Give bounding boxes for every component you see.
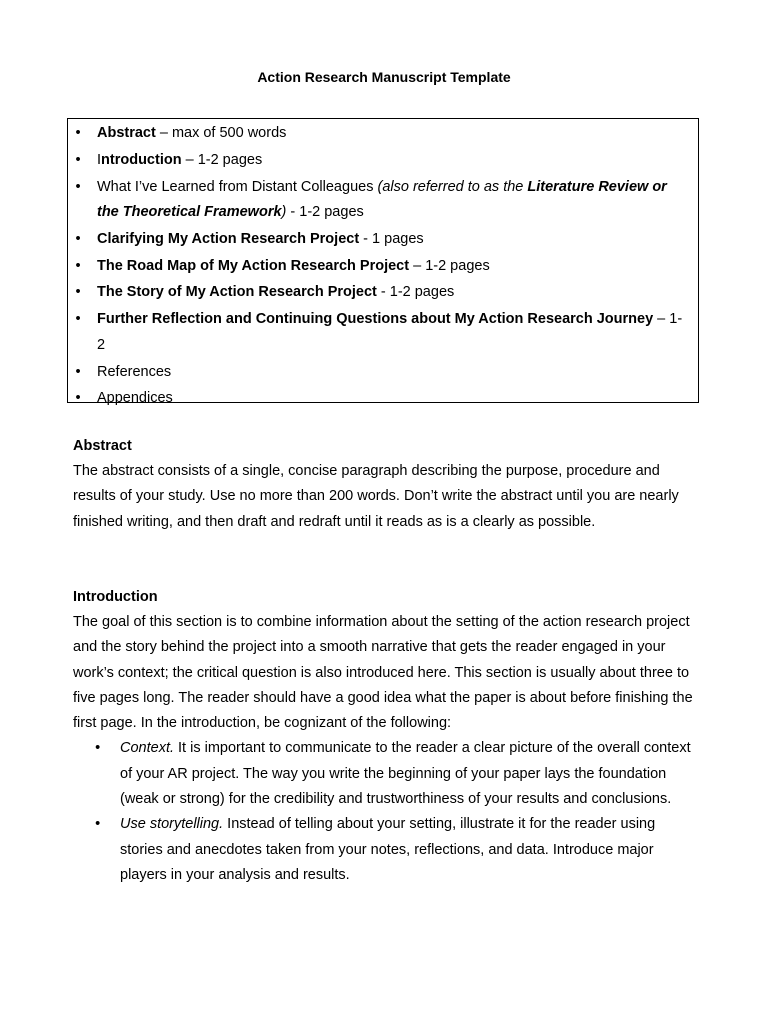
manuscript-outline-box: [67, 118, 699, 407]
introduction-point: [73, 736, 699, 812]
outline-item-text: Clarifying My Action Research Project: [97, 230, 360, 247]
outline-item: [68, 148, 698, 174]
outline-item: [68, 307, 698, 358]
bullet-icon: •: [75, 125, 81, 141]
outline-item: [68, 227, 698, 253]
outline-item-text: – max of 500 words: [155, 125, 287, 141]
outline-item: [68, 121, 698, 147]
outline-item-text: – 1-2 pages: [181, 151, 263, 168]
outline-item-text: Abstract: [97, 125, 156, 141]
outline-item-text: Further Reflection and Continuing Questions about My Action Research Journey: [97, 311, 654, 328]
outline-item-text: – 1-2 pages: [409, 257, 490, 274]
outline-list: [68, 121, 698, 412]
outline-item-text: (also referred to as the: [377, 178, 528, 195]
outline-item-text: - 1 pages: [359, 230, 424, 247]
bullet-icon: •: [75, 151, 81, 168]
bullet-icon: •: [75, 178, 81, 195]
outline-item-text: Literature Review or the Theoretical Framework: [97, 178, 667, 221]
outline-item-text: The Road Map of My Action Research Project: [97, 257, 410, 274]
outline-item-text: I: [97, 151, 102, 168]
outline-item-text: Appendices: [97, 390, 173, 407]
bullet-icon: •: [75, 257, 81, 274]
introduction-point-text: It is important to communicate to the reader a clear picture of the overall context of your AR project. The way you write the beginning of your paper lays the foundation (weak or strong) for the credibility and trustworthiness of your results and conclusions.: [120, 740, 691, 808]
outline-item-text: What I’ve Learned from Distant Colleagues: [97, 178, 378, 195]
bullet-icon: •: [75, 390, 81, 407]
introduction-point-lead: Context.: [120, 740, 174, 757]
bullet-icon: •: [75, 311, 81, 328]
introduction-paragraph: The goal of this section is to combine information about the setting of the action research project and the story behind the project into a smooth narrative that gets the reader engaged in your work’s context; the critical question is also introduced here. This section is usually about three to five pages long. The reader should have a good idea what the paper is about before finishing the first page. In the introduction, be cognizant of the following:: [73, 614, 693, 732]
outline-item-text: – 1-2: [97, 311, 683, 353]
outline-item-text: ntroduction: [101, 151, 182, 168]
introduction-point-lead: Use storytelling.: [120, 816, 224, 833]
introduction-section: [73, 585, 699, 888]
bullet-icon: •: [95, 816, 101, 833]
document-title: Action Research Manuscript Template: [257, 69, 511, 85]
abstract-heading: Abstract: [73, 438, 132, 454]
outline-item-text: ): [281, 204, 287, 221]
outline-item-text: References: [97, 363, 172, 380]
outline-item-text: - 1-2 pages: [286, 204, 364, 221]
introduction-point-text: Instead of telling about your setting, illustrate it for the reader using stories and anecdotes taken from your notes, reflections, and data. Introduce major players in your analysis and results.: [120, 816, 656, 883]
outline-item: [68, 280, 698, 306]
bullet-icon: •: [75, 363, 81, 380]
introduction-points: [73, 736, 699, 888]
outline-item-text: - 1-2 pages: [376, 284, 455, 301]
outline-item: [68, 254, 698, 280]
outline-item: [68, 386, 698, 412]
bullet-icon: •: [95, 740, 101, 757]
outline-item-text: The Story of My Action Research Project: [97, 284, 377, 301]
abstract-section: [73, 434, 699, 535]
bullet-icon: •: [75, 284, 81, 301]
introduction-point: [73, 812, 699, 888]
bullet-icon: •: [75, 230, 81, 247]
introduction-heading: Introduction: [73, 589, 158, 605]
outline-item: [68, 360, 698, 386]
abstract-paragraph: The abstract consists of a single, concise paragraph describing the purpose, procedure and results of your study. Use no more than 200 words. Don’t write the abstract until you are nearly finished writing, and then draft and redraft until it reads as is a clearly as possible.: [73, 463, 679, 530]
outline-item: [68, 175, 698, 226]
